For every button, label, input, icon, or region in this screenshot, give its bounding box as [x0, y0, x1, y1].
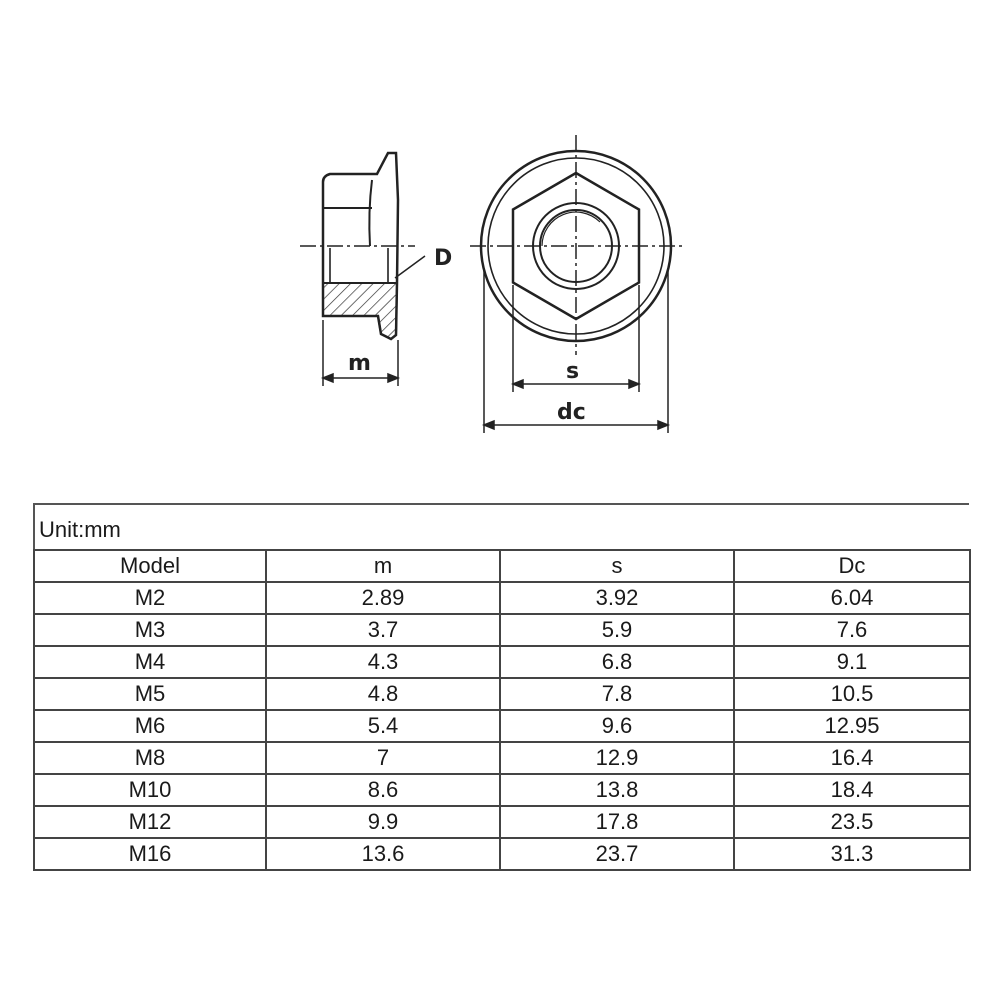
cell-dc: 10.5	[734, 678, 970, 710]
cell-s: 3.92	[500, 582, 734, 614]
thread-arc	[542, 212, 600, 246]
cell-model: M3	[34, 614, 266, 646]
flange-nut-drawing	[0, 0, 1000, 470]
label-m: m	[348, 351, 371, 376]
section-hatching	[323, 283, 397, 339]
table-row	[34, 774, 970, 806]
cell-m: 13.6	[266, 838, 500, 870]
cell-model: M4	[34, 646, 266, 678]
side-view	[300, 153, 425, 339]
cell-model: M5	[34, 678, 266, 710]
cell-dc: 31.3	[734, 838, 970, 870]
table-row	[34, 646, 970, 678]
table-row	[34, 742, 970, 774]
cell-m: 4.3	[266, 646, 500, 678]
header-s: s	[500, 550, 734, 582]
cell-model: M10	[34, 774, 266, 806]
top-view	[470, 135, 685, 355]
cell-s: 6.8	[500, 646, 734, 678]
cell-model: M8	[34, 742, 266, 774]
table-row	[34, 678, 970, 710]
cell-m: 7	[266, 742, 500, 774]
cell-s: 9.6	[500, 710, 734, 742]
cell-m: 2.89	[266, 582, 500, 614]
cell-s: 13.8	[500, 774, 734, 806]
cell-m: 4.8	[266, 678, 500, 710]
table-row	[34, 582, 970, 614]
cell-s: 7.8	[500, 678, 734, 710]
cell-m: 9.9	[266, 806, 500, 838]
cell-dc: 7.6	[734, 614, 970, 646]
dimension-table	[33, 549, 971, 871]
unit-label: Unit:mm	[33, 503, 969, 549]
cell-dc: 12.95	[734, 710, 970, 742]
cell-model: M12	[34, 806, 266, 838]
cell-dc: 23.5	[734, 806, 970, 838]
table-row	[34, 838, 970, 870]
label-D: D	[434, 246, 453, 271]
cell-dc: 16.4	[734, 742, 970, 774]
header-m: m	[266, 550, 500, 582]
cell-dc: 18.4	[734, 774, 970, 806]
cell-model: M6	[34, 710, 266, 742]
table-row	[34, 614, 970, 646]
label-dc: dc	[557, 400, 586, 425]
cell-s: 5.9	[500, 614, 734, 646]
cell-s: 23.7	[500, 838, 734, 870]
cell-model: M2	[34, 582, 266, 614]
table-header-row	[34, 550, 970, 582]
cell-dc: 9.1	[734, 646, 970, 678]
cell-s: 12.9	[500, 742, 734, 774]
cell-dc: 6.04	[734, 582, 970, 614]
spec-table	[33, 503, 969, 871]
side-view-face-curve	[369, 180, 372, 246]
header-model: Model	[34, 550, 266, 582]
label-s: s	[566, 359, 580, 384]
cell-model: M16	[34, 838, 266, 870]
cell-m: 8.6	[266, 774, 500, 806]
cell-m: 3.7	[266, 614, 500, 646]
table-row	[34, 710, 970, 742]
cell-s: 17.8	[500, 806, 734, 838]
table-row	[34, 806, 970, 838]
cell-m: 5.4	[266, 710, 500, 742]
d-leader-line	[395, 256, 425, 278]
header-dc: Dc	[734, 550, 970, 582]
